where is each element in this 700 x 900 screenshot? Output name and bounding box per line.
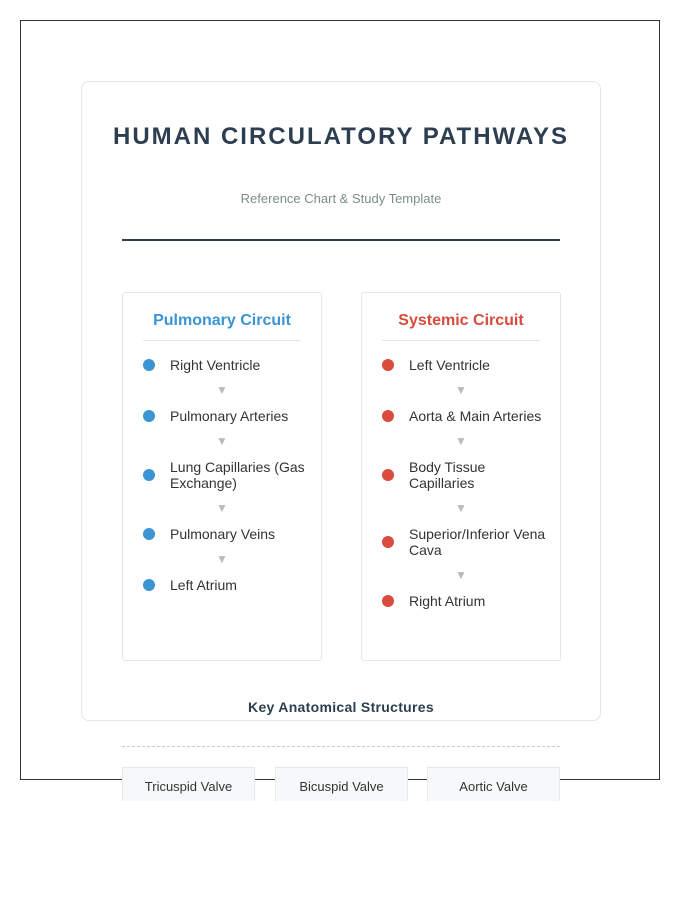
down-arrow-icon: ▼ <box>455 434 467 448</box>
step-label: Aorta & Main Arteries <box>409 408 542 424</box>
step-label: Left Atrium <box>170 577 237 593</box>
red-dot-icon <box>382 469 394 481</box>
blue-dot-icon <box>143 579 155 591</box>
title-divider <box>122 239 560 241</box>
page-subtitle: Reference Chart & Study Template <box>240 191 442 206</box>
pulmonary-circuit-panel <box>122 292 322 661</box>
red-dot-icon <box>382 410 394 422</box>
down-arrow-icon: ▼ <box>216 434 228 448</box>
pulmonary-steps <box>143 357 309 593</box>
step-label: Left Ventricle <box>409 357 490 373</box>
down-arrow-icon: ▼ <box>455 568 467 582</box>
valve-tag: Tricuspid Valve <box>122 767 255 801</box>
systemic-step <box>382 459 548 491</box>
down-arrow-icon: ▼ <box>216 501 228 515</box>
down-arrow-icon: ▼ <box>455 501 467 515</box>
valve-tag: Bicuspid Valve <box>275 767 408 801</box>
pulmonary-step <box>143 577 309 593</box>
systemic-circuit-panel <box>361 292 561 661</box>
down-arrow-icon: ▼ <box>455 383 467 397</box>
key-structures-heading: Key Anatomical Structures <box>248 699 434 715</box>
blue-dot-icon <box>143 410 155 422</box>
step-label: Right Atrium <box>409 593 486 609</box>
red-dot-icon <box>382 536 394 548</box>
step-label: Body Tissue Capillaries <box>409 459 486 491</box>
step-label: Right Ventricle <box>170 357 261 373</box>
pulmonary-circuit-title: Pulmonary Circuit <box>143 312 301 341</box>
systemic-step <box>382 357 548 373</box>
blue-dot-icon <box>143 359 155 371</box>
down-arrow-icon: ▼ <box>216 552 228 566</box>
pulmonary-step <box>143 526 309 542</box>
pulmonary-step <box>143 408 309 424</box>
step-label: Superior/Inferior Vena Cava <box>409 526 546 558</box>
pulmonary-step <box>143 459 309 491</box>
pulmonary-step <box>143 357 309 373</box>
dashed-divider <box>122 746 560 747</box>
step-label: Pulmonary Arteries <box>170 408 289 424</box>
blue-dot-icon <box>143 528 155 540</box>
red-dot-icon <box>382 595 394 607</box>
blue-dot-icon <box>143 469 155 481</box>
systemic-steps <box>382 357 548 609</box>
page-title: HUMAN CIRCULATORY PATHWAYS <box>112 123 569 150</box>
systemic-step <box>382 408 548 424</box>
red-dot-icon <box>382 359 394 371</box>
valve-tag: Aortic Valve <box>427 767 560 801</box>
step-label: Lung Capillaries (Gas Exchange) <box>170 459 305 491</box>
systemic-step <box>382 593 548 609</box>
down-arrow-icon: ▼ <box>216 383 228 397</box>
chart-card <box>81 81 601 721</box>
systemic-step <box>382 526 548 558</box>
systemic-circuit-title: Systemic Circuit <box>382 312 540 341</box>
step-label: Pulmonary Veins <box>170 526 276 542</box>
